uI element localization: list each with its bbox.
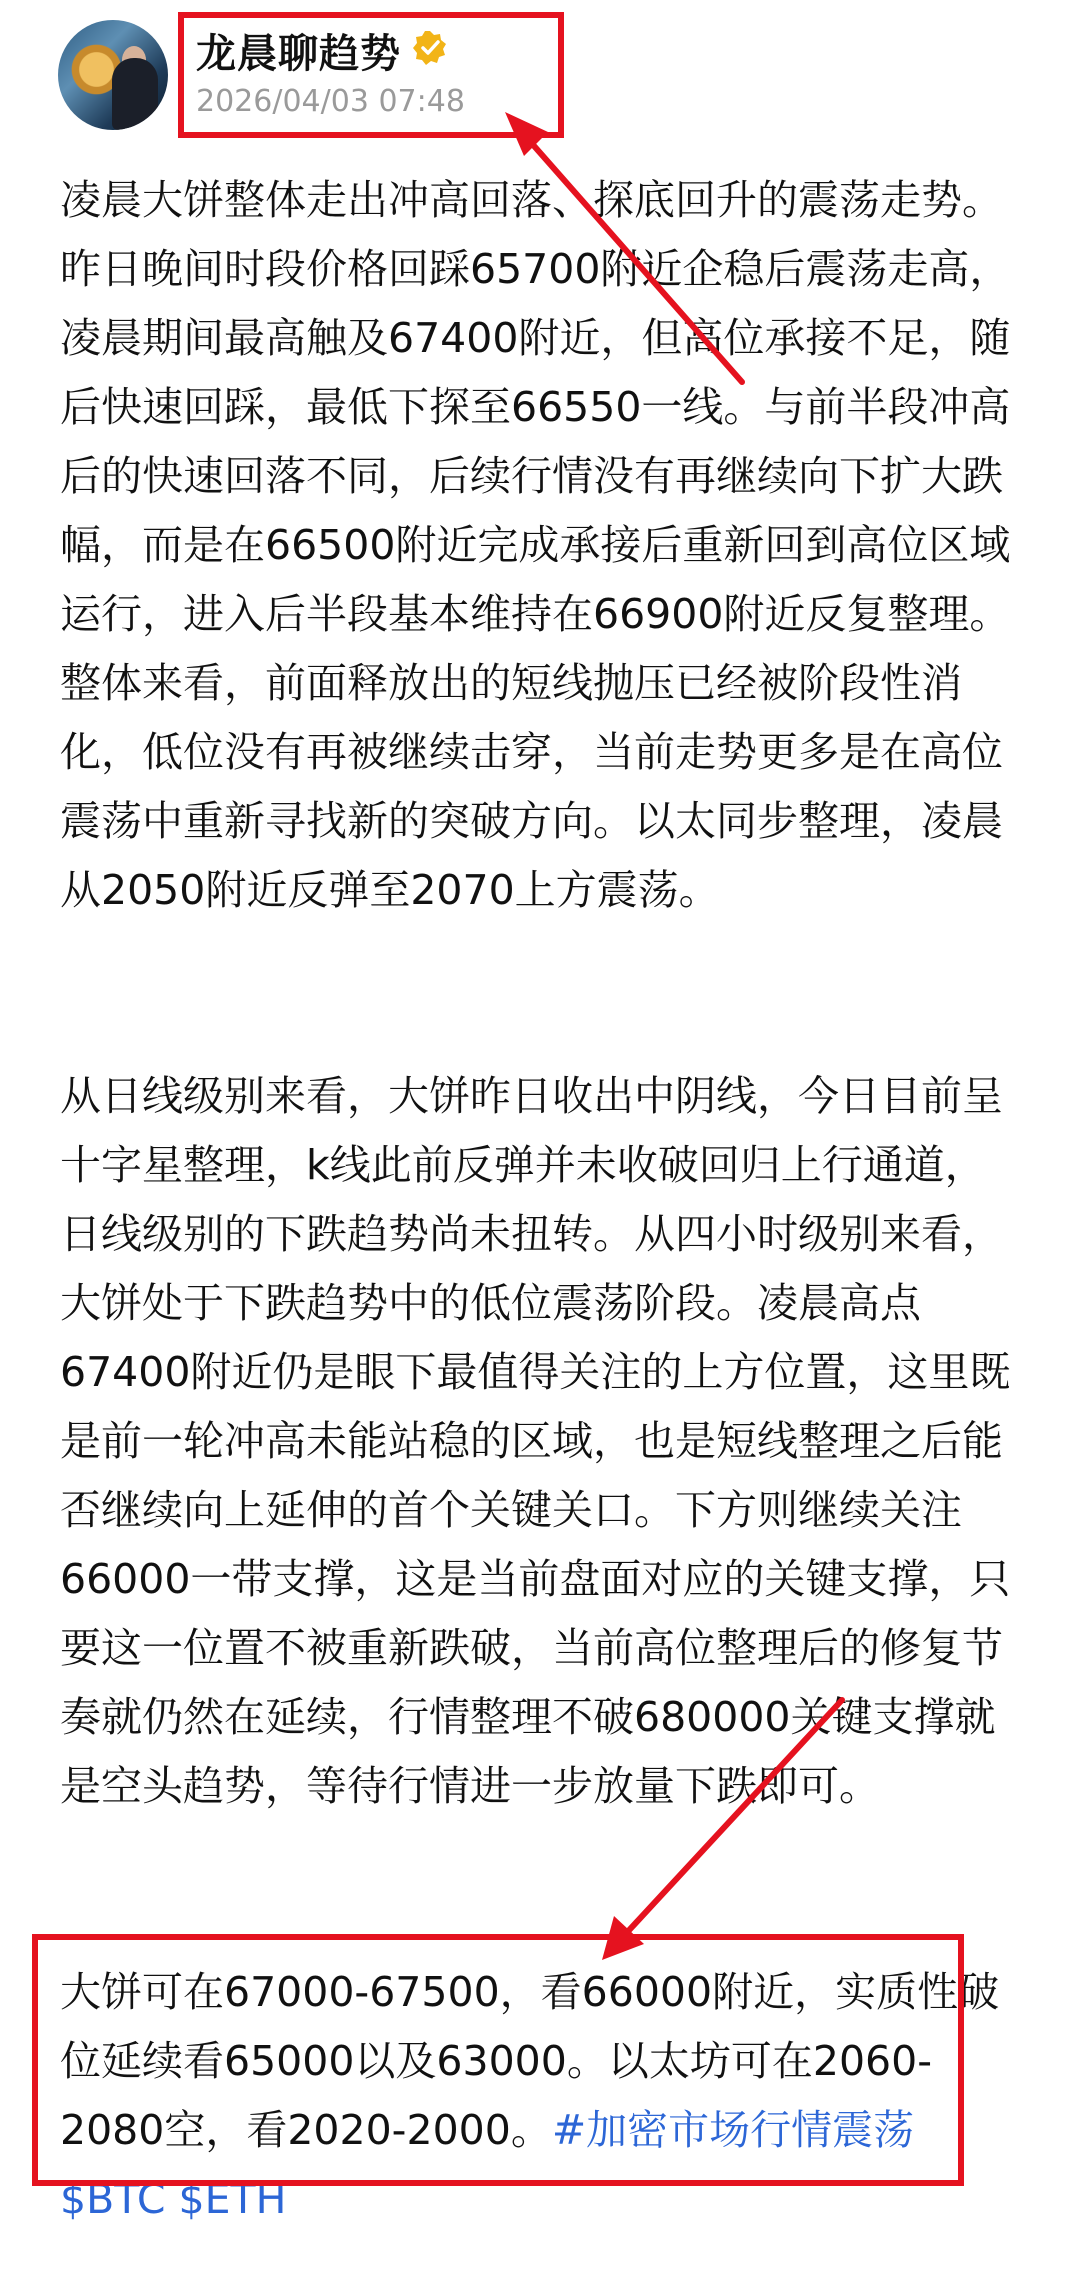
hashtag-link[interactable]: #加密市场行情震荡 <box>551 2106 915 2154</box>
post-timestamp: 2026/04/03 07:48 <box>196 84 465 119</box>
author-name[interactable]: 龙晨聊趋势 <box>196 31 401 77</box>
paragraph-intraday-review: 凌晨大饼整体走出冲高回落、探底回升的震荡走势。昨日晚间时段价格回踩65700附近企稳后震荡走高，凌晨期间最高触及67400附近，但高位承接不足，随后快速回踩，最低下探至66550一线。与前半段冲高后的快速回落不同，后续行情没有再继续向下扩大跌幅，而是在66500附近完成承接后重新回到高位区域运行，进入后半段基本维持在66900附近反复整理。整体来看，前面释放出的短线抛压已经被阶段性消化，低位没有再被继续击穿，当前走势更多是在高位震荡中重新寻找新的突破方向。以太同步整理，凌晨从2050附近反弹至2070上方震荡。 <box>60 176 1011 914</box>
arrow-to-header-head <box>505 112 548 156</box>
ticker-eth-link[interactable]: $ETH <box>178 2175 287 2223</box>
arrow-to-strategy <box>620 1700 842 1940</box>
arrow-to-header <box>520 130 742 382</box>
ticker-btc-link[interactable]: $BTC <box>60 2175 166 2223</box>
paragraph-trend-analysis: 从日线级别来看，大饼昨日收出中阴线，今日目前呈十字星整理，k线此前反弹并未收破回归上行通道，日线级别的下跌趋势尚未扭转。从四小时级别来看，大饼处于下跌趋势中的低位震荡阶段。凌晨高点67400附近仍是眼下最值得关注的上方位置，这里既是前一轮冲高未能站稳的区域，也是短线整理之后能否继续向上延伸的首个关键关口。下方则继续关注66000一带支撑，这是当前盘面对应的关键支撑，只要这一位置不被重新跌破，当前高位整理后的修复节奏就仍然在延续，行情整理不破680000关键支撑就是空头趋势，等待行情进一步放量下跌即可。 <box>60 1072 1011 1810</box>
trade-plan-text: 大饼可在67000-67500，看66000附近，实质性破位延续看65000以及63000。以太坊可在2060-2080空，看2020-2000。 <box>60 1968 1000 2154</box>
